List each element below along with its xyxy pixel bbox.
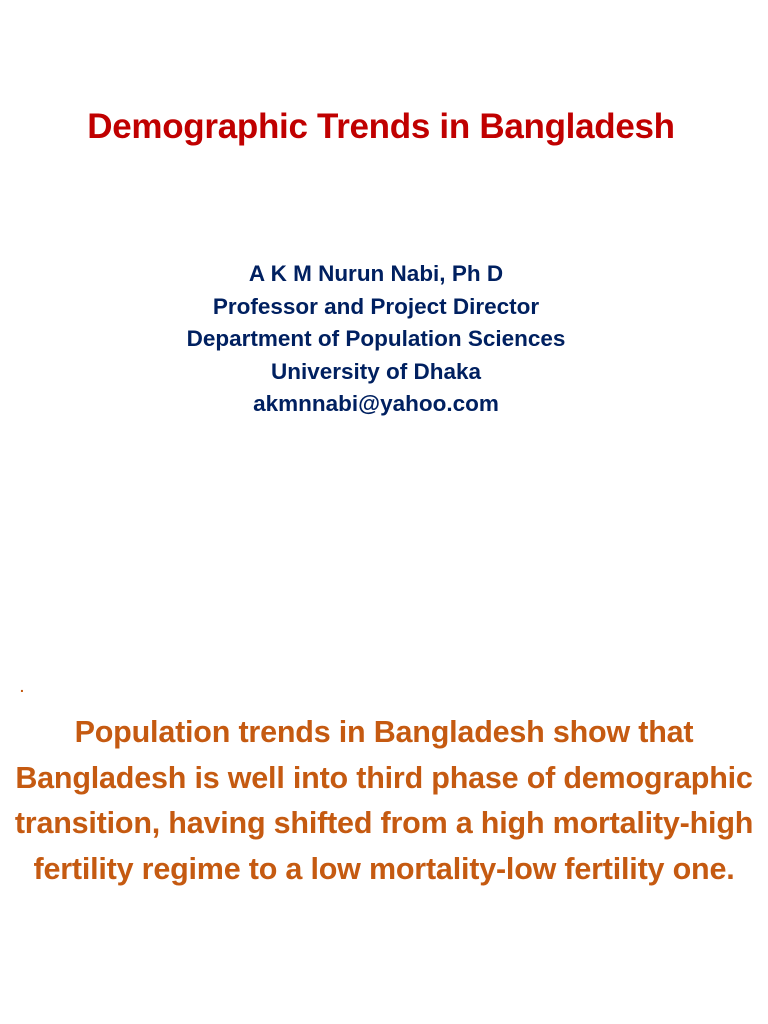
author-institution: University of Dhaka <box>270 358 482 384</box>
author-position: Professor and Project Director <box>212 293 540 319</box>
summary-text: Population trends in Bangladesh show that Bangladesh is well into third phase of demographic transition, having shifted from a high mortality-high fertility regime to a low mortality-low fertility one. <box>14 715 754 886</box>
slide-title: Demographic Trends in Bangladesh <box>87 107 675 146</box>
author-info <box>0 258 752 421</box>
author-name: A K M Nurun Nabi, Ph D <box>248 261 504 286</box>
author-email: akmnnabi@yahoo.com <box>253 391 499 417</box>
bullet-marker: . <box>20 679 24 695</box>
author-department: Department of Population Sciences <box>186 326 566 352</box>
